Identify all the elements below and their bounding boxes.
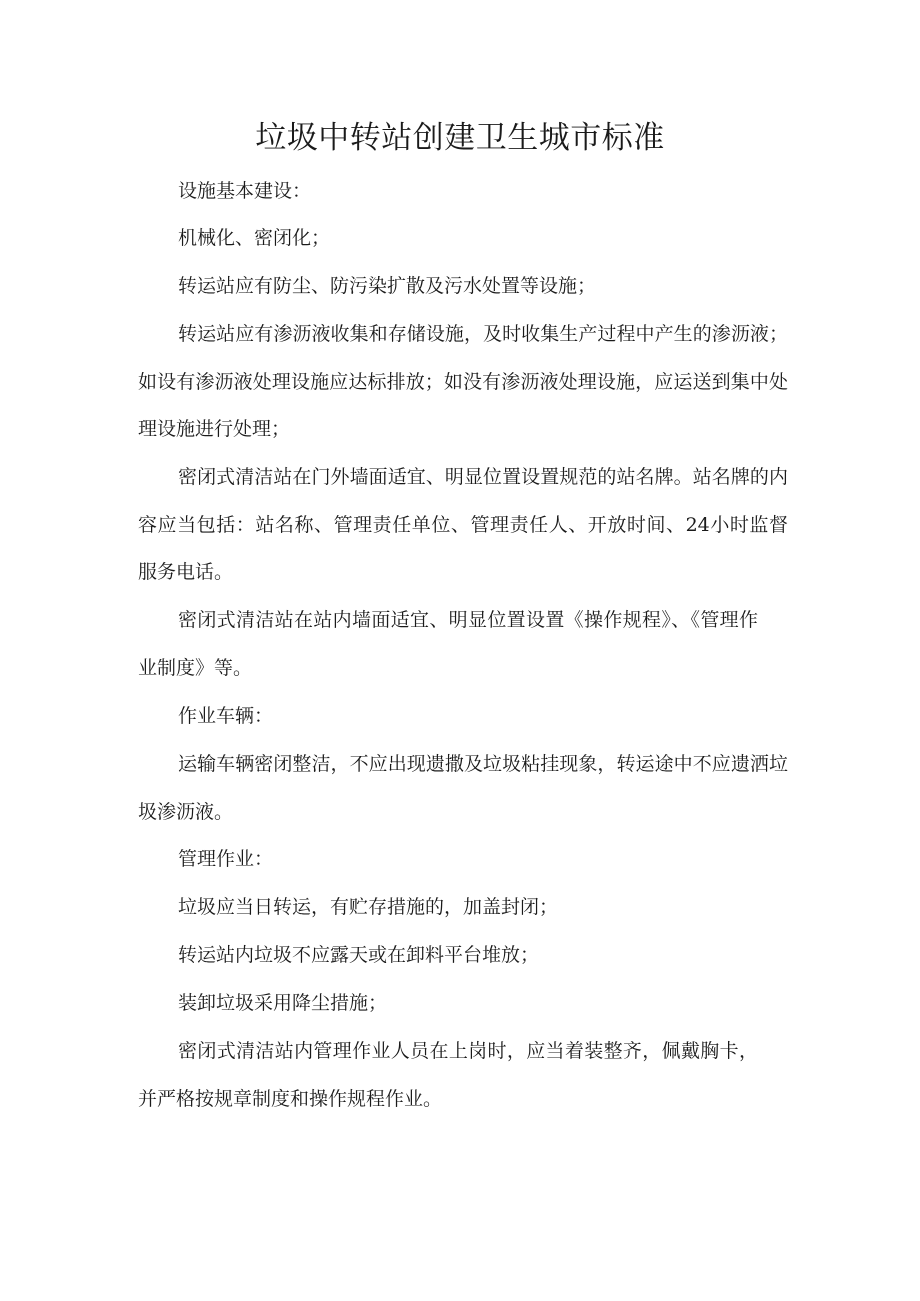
paragraph-station-nameplate: 密闭式清洁站在门外墙面适宜、明显位置设置规范的站名牌。站名牌的内容应当包括：站名称、管理责任单位、管理责任人、开放时间、24小时监督服务电话。 (138, 466, 788, 583)
paragraph-daily-transfer: 垃圾应当日转运，有贮存措施的，加盖封闭； (178, 896, 559, 918)
paragraph-dust-pollution-facilities: 转运站应有防尘、防污染扩散及污水处置等设施； (178, 275, 597, 297)
paragraph-operating-rules: 密闭式清洁站在站内墙面适宜、明显位置设置《操作规程》、《管理作业制度》等。 (138, 609, 758, 679)
paragraph-no-open-storage: 转运站内垃圾不应露天或在卸料平台堆放； (178, 944, 540, 966)
paragraph-staff-requirements: 密闭式清洁站内管理作业人员在上岗时，应当着装整齐，佩戴胸卡，并严格按规章制度和操作规程作业。 (138, 1040, 758, 1110)
document-title: 垃圾中转站创建卫生城市标准 (255, 120, 665, 156)
paragraph-vehicle-requirements: 运输车辆密闭整洁，不应出现遗撒及垃圾粘挂现象，转运途中不应遗洒垃圾渗沥液。 (138, 753, 788, 823)
paragraph-mechanized-sealed: 机械化、密闭化； (178, 227, 331, 249)
paragraph-facility-construction-heading: 设施基本建设： (178, 180, 312, 202)
paragraph-dust-reduction: 装卸垃圾采用降尘措施； (178, 992, 388, 1014)
paragraph-management-heading: 管理作业： (178, 848, 274, 870)
paragraph-leachate-handling: 转运站应有渗沥液收集和存储设施，及时收集生产过程中产生的渗沥液；如设有渗沥液处理设施应达标排放；如没有渗沥液处理设施，应运送到集中处理设施进行处理； (138, 323, 788, 440)
paragraph-vehicles-heading: 作业车辆： (178, 705, 274, 727)
